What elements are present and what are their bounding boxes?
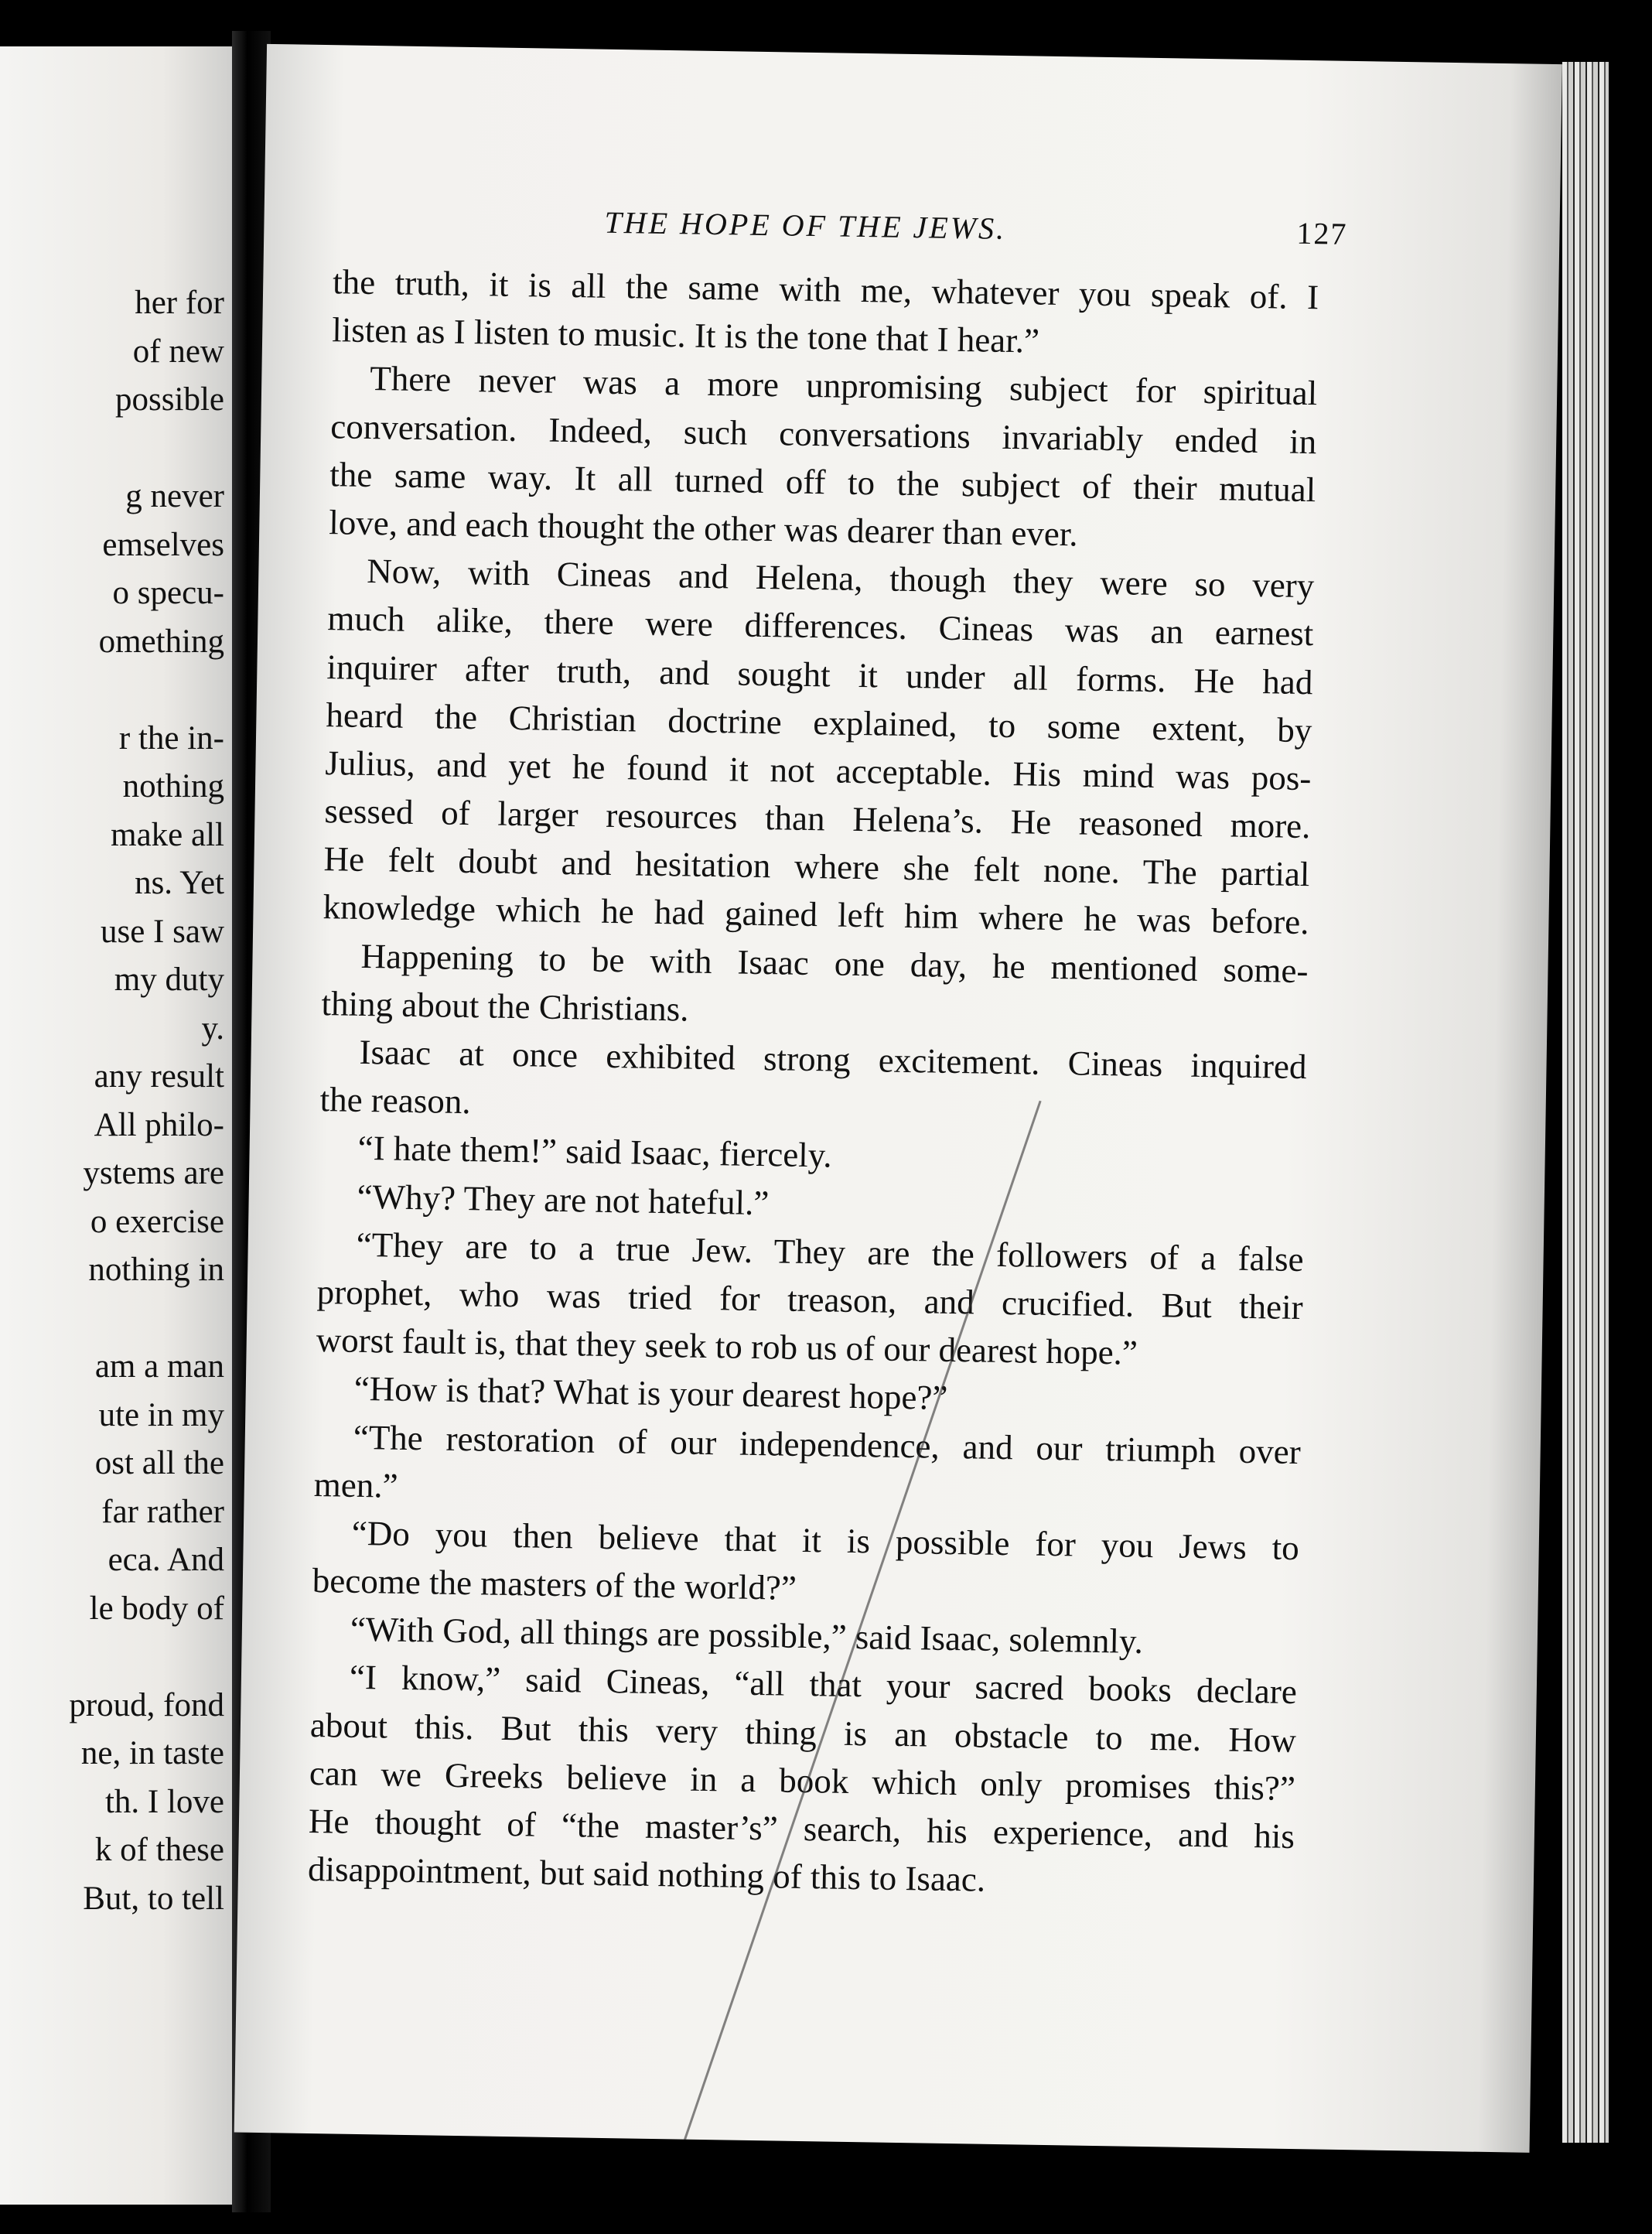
facing-page-line: possible	[115, 381, 224, 418]
text-line: much alike, there were differences. Cineas was an earnest	[327, 599, 1314, 654]
page-body-text	[308, 258, 1319, 1908]
facing-page-line: k of these	[94, 1832, 224, 1868]
text-line: “Why? They are not hateful.”	[357, 1177, 770, 1222]
text-line: Happening to be with Isaac one day, he mentioned some-	[360, 936, 1309, 990]
book-page	[234, 44, 1562, 2153]
facing-page-fragment	[0, 46, 232, 2205]
facing-page-line: o specu-	[112, 575, 224, 611]
text-line: disappointment, but said nothing of this to Isaac.	[307, 1850, 986, 1899]
text-line: “How is that? What is your dearest hope?”	[353, 1369, 948, 1418]
text-line: men.”	[313, 1464, 398, 1505]
facing-page-line: ystems are	[83, 1155, 224, 1191]
facing-page-line: nothing	[122, 768, 224, 804]
facing-page-line: of new	[132, 333, 224, 370]
facing-page-line: far rather	[101, 1493, 224, 1530]
facing-page-line: her for	[135, 285, 224, 321]
facing-page-line: any result	[94, 1058, 224, 1095]
facing-page-line: All philo-	[94, 1106, 224, 1143]
text-line: He thought of “the master’s” search, his experience, and his	[308, 1801, 1295, 1856]
text-line: listen as I listen to music. It is the tone that I hear.”	[331, 310, 1040, 360]
facing-page-line: ns. Yet	[135, 865, 224, 901]
text-line: the reason.	[319, 1080, 471, 1122]
text-line: about this. But this very thing is an obstacle to me. How	[309, 1705, 1297, 1760]
text-line: He felt doubt and hesitation where she felt none. The partial	[323, 839, 1310, 894]
text-line: “I know,” said Cineas, “all that your sacred books declare	[349, 1658, 1298, 1712]
page-number: 127	[1296, 215, 1348, 251]
text-line: sessed of larger resources than Helena’s. He reasoned more.	[324, 791, 1311, 846]
text-line: heard the Christian doctrine explained, to some extent, by	[326, 695, 1312, 750]
text-line: Isaac at once exhibited strong excitement. Cineas inquired	[359, 1032, 1307, 1087]
facing-page-line: r the in-	[118, 719, 224, 757]
facing-page-line: ute in my	[98, 1396, 224, 1433]
facing-page-line: am a man	[94, 1348, 224, 1385]
facing-page-line: emselves	[102, 526, 224, 563]
text-line: prophet, who was tried for treason, and crucified. But their	[316, 1272, 1304, 1327]
facing-page-line: use I saw	[100, 913, 224, 950]
text-line: Julius, and yet he found it not acceptable. His mind was pos-	[325, 743, 1312, 798]
facing-page-line: ne, in taste	[80, 1735, 224, 1771]
text-line: knowledge which he had gained left him where he was before.	[323, 887, 1309, 942]
text-line: the truth, it is all the same with me, whatever you speak of. I	[332, 262, 1319, 317]
text-line: can we Greeks believe in a book which only promises this?”	[309, 1753, 1296, 1808]
text-line: become the masters of the world?”	[312, 1561, 797, 1607]
text-line: inquirer after truth, and sought it under all forms. He had	[326, 647, 1313, 702]
text-line: conversation. Indeed, such conversations invariably ended in	[329, 406, 1317, 461]
running-head: THE HOPE OF THE JEWS.	[604, 204, 1007, 246]
facing-page-line: ost all the	[94, 1445, 224, 1481]
page-edge-stack	[1562, 62, 1609, 2143]
facing-page-line: omething	[98, 623, 224, 660]
text-line: worst fault is, that they seek to rob us of our dearest hope.”	[316, 1320, 1138, 1372]
text-line: “I hate them!” said Isaac, fiercely.	[357, 1129, 832, 1175]
facing-page-line: g never	[125, 478, 224, 514]
facing-page-line: nothing in	[88, 1252, 224, 1288]
text-line: thing about the Christians.	[321, 983, 689, 1029]
facing-page-line: But, to tell	[83, 1880, 224, 1917]
facing-page-line: my duty	[114, 962, 224, 998]
facing-page-line: y.	[201, 1009, 224, 1047]
text-line: “The restoration of our independence, and our triumph over	[353, 1417, 1302, 1471]
facing-page-line: le body of	[89, 1590, 224, 1627]
text-line: love, and each thought the other was dearer than ever.	[329, 503, 1079, 554]
text-line: Now, with Cineas and Helena, though they were so very	[367, 552, 1315, 606]
facing-page-line: o exercise	[90, 1203, 224, 1240]
facing-page-line: eca. And	[108, 1542, 224, 1578]
text-line: “They are to a true Jew. They are the followers of a false	[356, 1225, 1304, 1279]
facing-page-line: make all	[111, 816, 224, 853]
text-line: There never was a more unpromising subject for spiritual	[369, 359, 1318, 413]
facing-page-line: th. I love	[104, 1783, 224, 1820]
text-line: the same way. It all turned off to the subject of their mutual	[329, 454, 1316, 509]
text-line: “With God, all things are possible,” said Isaac, solemnly.	[350, 1610, 1144, 1662]
text-line: “Do you then believe that it is possible for you Jews to	[351, 1513, 1300, 1567]
facing-page-line: proud, fond	[69, 1686, 224, 1723]
